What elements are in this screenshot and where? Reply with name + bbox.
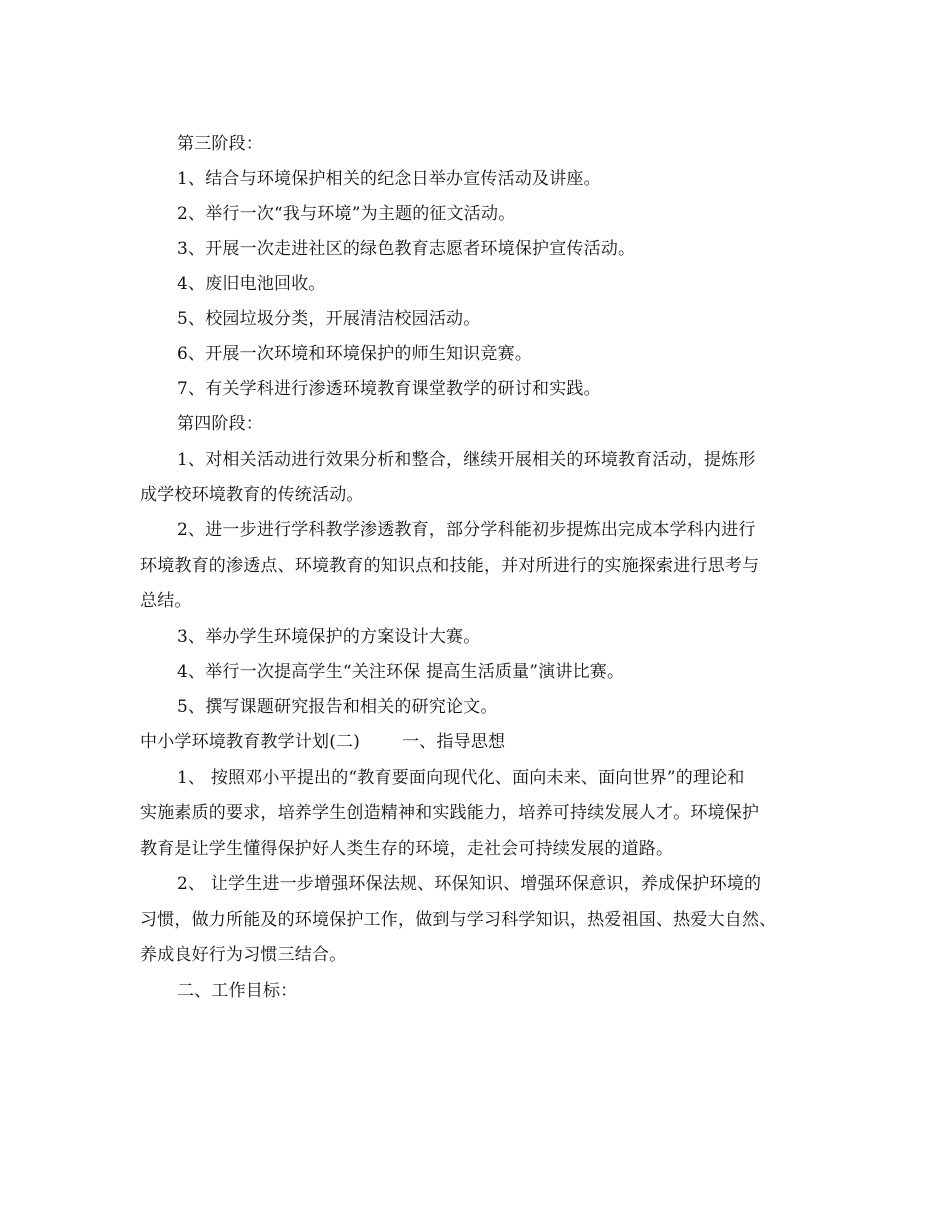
- stage3-item-4: 4、废旧电池回收。: [177, 274, 326, 294]
- stage3-item-5: 5、校园垃圾分类，开展清洁校园活动。: [177, 309, 481, 329]
- guiding-p1-line-2: 实施素质的要求，培养学生创造精神和实践能力，培养可持续发展人才。环境保护: [140, 803, 760, 823]
- stage4-heading: 第四阶段：: [177, 414, 263, 434]
- stage4-item-3: 3、举办学生环境保护的方案设计大赛。: [177, 627, 481, 647]
- stage3-item-6: 6、开展一次环境和环境保护的师生知识竞赛。: [177, 344, 533, 364]
- guiding-p2-line-3: 养成良好行为习惯三结合。: [140, 945, 347, 965]
- stage3-item-3: 3、开展一次走进社区的绿色教育志愿者环境保护宣传活动。: [177, 239, 636, 259]
- section2-heading: 二、工作目标：: [177, 981, 298, 1001]
- guiding-p1-line-1: 1、 按照邓小平提出的“教育要面向现代化、面向未来、面向世界”的理论和: [177, 768, 745, 788]
- stage4-item-2-line-1: 2、进一步进行学科教学渗透教育，部分学科能初步提炼出完成本学科内进行: [177, 520, 756, 540]
- section1-heading: 一、指导思想: [402, 732, 506, 752]
- stage3-heading: 第三阶段：: [177, 134, 263, 154]
- stage3-item-1: 1、结合与环境保护相关的纪念日举办宣传活动及讲座。: [177, 169, 601, 189]
- guiding-p1-line-3: 教育是让学生懂得保护好人类生存的环境，走社会可持续发展的道路。: [140, 839, 674, 859]
- stage4-item-4: 4、举行一次提高学生“关注环保 提高生活质量”演讲比赛。: [177, 662, 625, 682]
- plan2-title: 中小学环境教育教学计划(二): [140, 732, 361, 752]
- plan2-title-line: [140, 731, 505, 753]
- stage4-item-1-line-1: 1、对相关活动进行效果分析和整合，继续开展相关的环境教育活动，提炼形: [177, 450, 756, 470]
- stage3-item-7: 7、有关学科进行渗透环境教育课堂教学的研讨和实践。: [177, 379, 601, 399]
- stage4-item-5: 5、撰写课题研究报告和相关的研究论文。: [177, 697, 498, 717]
- guiding-p2-line-2: 习惯，做力所能及的环境保护工作，做到与学习科学知识，热爱祖国、热爱大自然、: [140, 910, 777, 930]
- guiding-p2-line-1: 2、 让学生进一步增强环保法规、环保知识、增强环保意识，养成保护环境的: [177, 874, 762, 894]
- stage3-item-2: 2、举行一次“我与环境”为主题的征文活动。: [177, 204, 516, 224]
- stage4-item-1-line-2: 成学校环境教育的传统活动。: [140, 485, 364, 505]
- stage4-item-2-line-2: 环境教育的渗透点、环境教育的知识点和技能，并对所进行的实施探索进行思考与: [140, 556, 760, 576]
- stage4-item-2-line-3: 总结。: [140, 591, 192, 611]
